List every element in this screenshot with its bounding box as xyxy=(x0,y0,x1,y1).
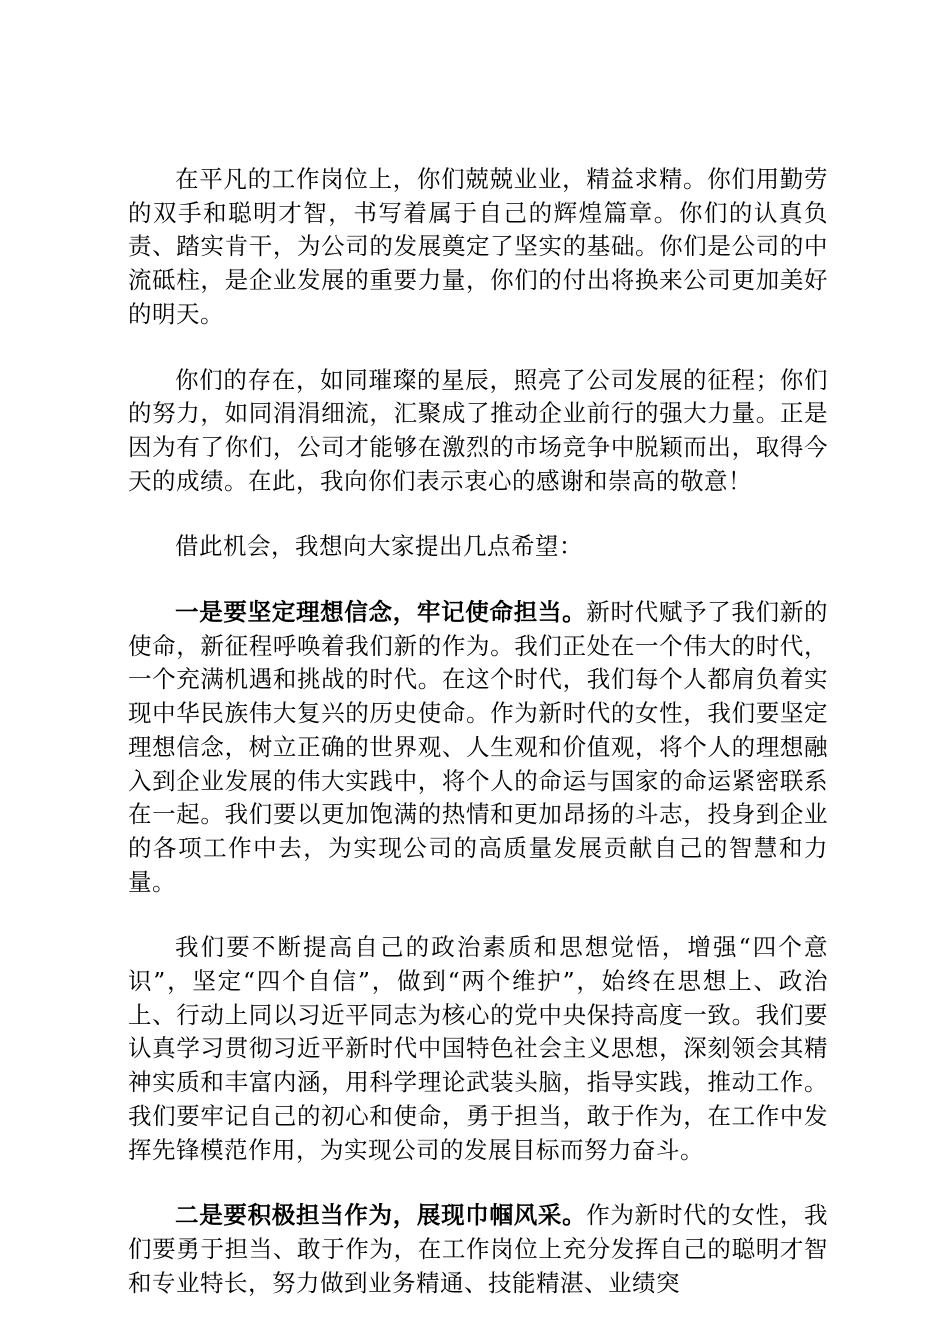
paragraph-6-lead: 二是要积极担当作为，展现巾帼风采。 xyxy=(175,1201,587,1230)
paragraph-4-text: 新时代赋予了我们新的使命，新征程呼唤着我们新的作为。我们正处在一个伟大的时代，一个充满机遇和挑战的时代。在这个时代，我们每个人都肩负着实现中华民族伟大复兴的历史使命。作为新时代的女性，我们要坚定理想信念，树立正确的世界观、人生观和价值观，将个人的理想融入到企业发展的伟大实践中，将个人的命运与国家的命运紧密联系在一起。我们要以更加饱满的热情和更加昂扬的斗志，投身到企业的各项工作中去，为实现公司的高质量发展贡献自己的智慧和力量。 xyxy=(128,598,829,896)
paragraph-5 xyxy=(128,931,828,1167)
paragraph-6-text: 作为新时代的女性，我们要勇于担当、敢于作为，在工作岗位上充分发挥自己的聪明才智和专业特长，努力做到业务精通、技能精湛、业绩突 xyxy=(128,1201,829,1297)
paragraph-4 xyxy=(128,596,828,899)
paragraph-2 xyxy=(128,364,828,499)
paragraph-4-lead: 一是要坚定理想信念，牢记使命担当。 xyxy=(175,598,587,627)
paragraph-1-text: 在平凡的工作岗位上，你们兢兢业业，精益求精。你们用勤劳的双手和聪明才智，书写着属于自己的辉煌篇章。你们的认真负责、踏实肯干，为公司的发展奠定了坚实的基础。你们是公司的中流砥柱，是企业发展的重要力量，你们的付出将换来公司更加美好的明天。 xyxy=(128,165,828,328)
paragraph-1 xyxy=(128,163,828,332)
document-page xyxy=(128,163,828,1332)
paragraph-6 xyxy=(128,1199,828,1300)
paragraph-2-text: 你们的存在，如同璀璨的星辰，照亮了公司发展的征程；你们的努力，如同涓涓细流，汇聚成了推动企业前行的强大力量。正是因为有了你们，公司才能够在激烈的市场竞争中脱颖而出，取得今天的成绩。在此，我向你们表示衷心的感谢和崇高的敬意！ xyxy=(128,365,828,495)
paragraph-5-text: 我们要不断提高自己的政治素质和思想觉悟，增强“四个意识”，坚定“四个自信”，做到“两个维护”，始终在思想上、政治上、行动上同以习近平同志为核心的党中央保持高度一致。我们要认真学习贯彻习近平新时代中国特色社会主义思想，深刻领会其精神实质和丰富内涵，用科学理论武装头脑，指导实践，推动工作。我们要牢记自己的初心和使命，勇于担当，敢于作为，在工作中发挥先锋模范作用，为实现公司的发展目标而努力奋斗。 xyxy=(128,933,828,1164)
paragraph-3 xyxy=(128,530,828,564)
paragraph-3-text: 借此机会，我想向大家提出几点希望： xyxy=(175,532,583,561)
